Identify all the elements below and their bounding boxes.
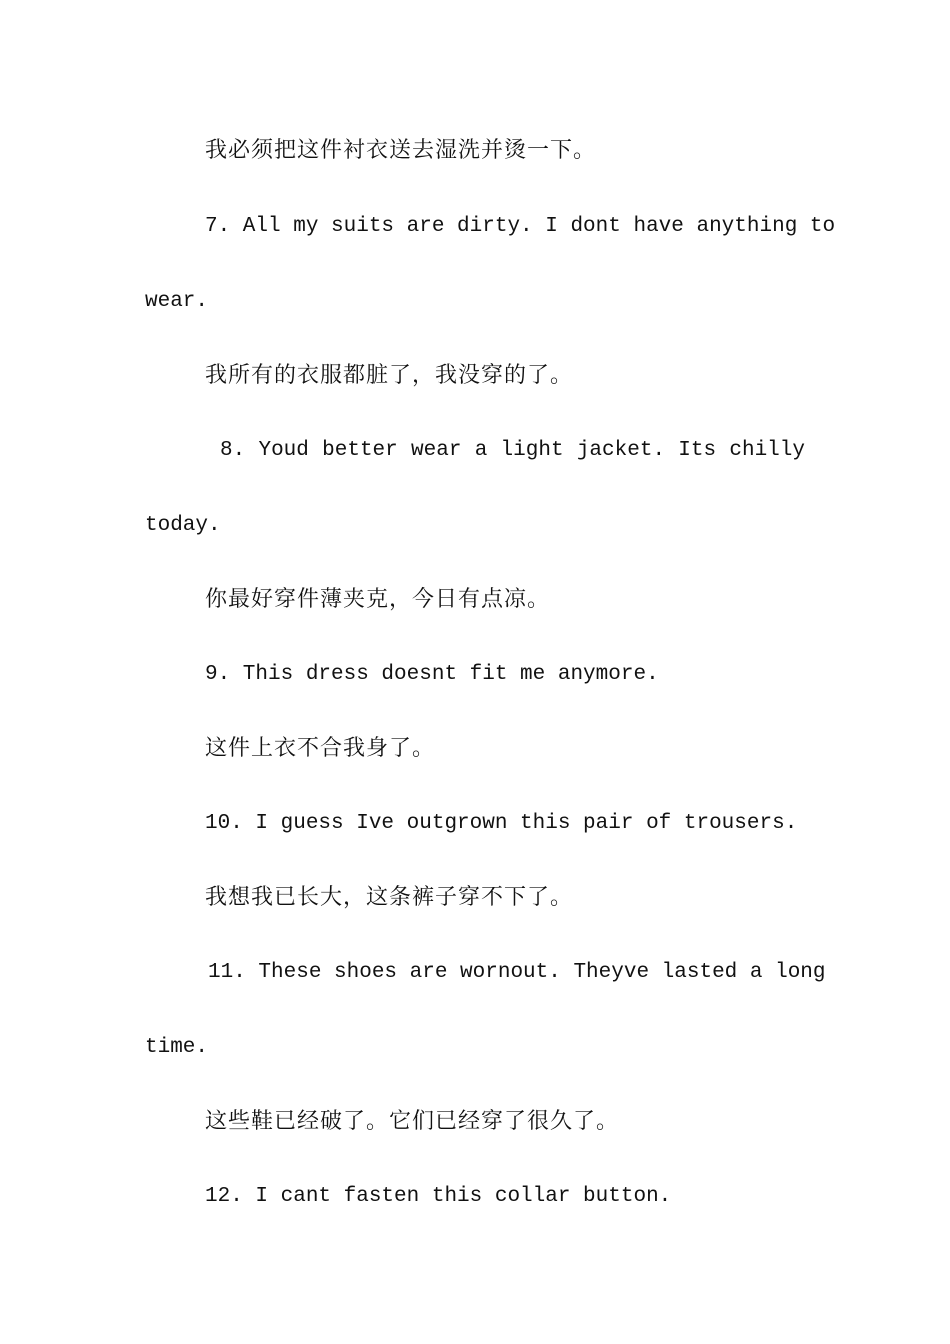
english-sentence-9: 9. This dress doesnt fit me anymore. xyxy=(205,663,659,686)
chinese-sentence-8: 你最好穿件薄夹克，今日有点凉。 xyxy=(205,587,551,612)
english-sentence-7: 7. All my suits are dirty. I dont have anything to xyxy=(205,215,836,238)
chinese-sentence-9: 这件上衣不合我身了。 xyxy=(205,736,436,761)
chinese-sentence-7: 我所有的衣服都脏了，我没穿的了。 xyxy=(205,363,574,388)
english-sentence-8-continued: today. xyxy=(145,514,221,537)
chinese-sentence-11: 这些鞋已经破了。它们已经穿了很久了。 xyxy=(205,1109,620,1134)
english-sentence-7-continued: wear. xyxy=(145,290,209,313)
english-sentence-8: 8. Youd better wear a light jacket. Its chilly xyxy=(220,439,805,462)
english-sentence-10: 10. I guess Ive outgrown this pair of trousers. xyxy=(205,812,798,835)
english-sentence-11-continued: time. xyxy=(145,1036,209,1059)
english-sentence-11: 11. These shoes are wornout. Theyve lasted a long xyxy=(208,961,826,984)
chinese-sentence: 我必须把这件衬衣送去湿洗并烫一下。 xyxy=(205,138,597,163)
chinese-sentence-10: 我想我已长大，这条裤子穿不下了。 xyxy=(205,885,574,910)
english-sentence-12: 12. I cant fasten this collar button. xyxy=(205,1185,672,1208)
